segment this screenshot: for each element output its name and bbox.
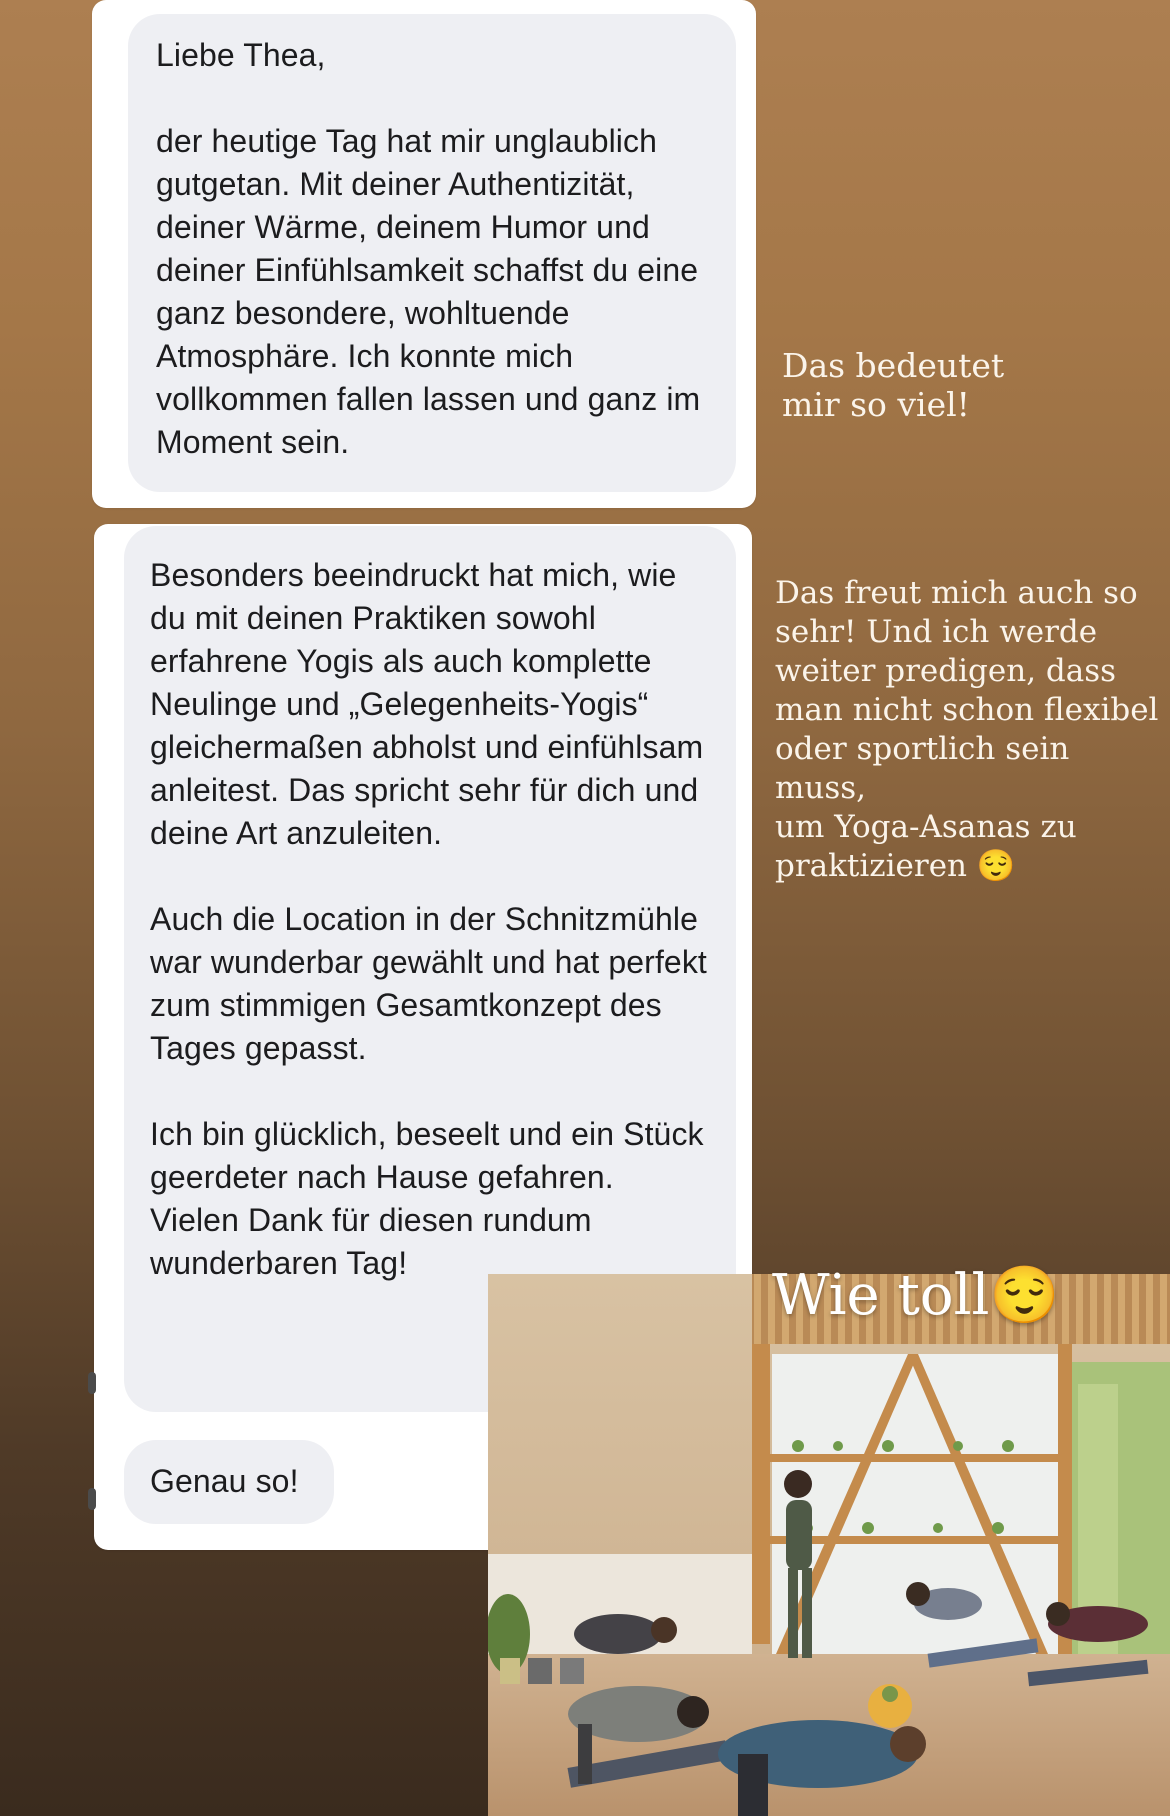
message-marker [88, 1488, 96, 1510]
photo-caption: Wie toll😌 [772, 1263, 1060, 1328]
message-screenshot-1 [92, 0, 756, 508]
message-bubble-greeting: Liebe Thea, der heutige Tag hat mir unglaublich gutgetan. Mit deiner Authentizität, deiner Wärme, deinem Humor und deiner Einfühlsamkeit schaffst du eine ganz besondere, wohltuende Atmosphäre. Ich konnte mich vollkommen fallen lassen und ganz im Moment sein. [128, 14, 736, 492]
story-note-1: Das bedeutet mir so viel! [782, 346, 1005, 424]
story-note-2: Das freut mich auch so sehr! Und ich werde weiter predigen, dass man nicht schon flexibel oder sportlich sein muss, um Yoga-Asanas zu praktizieren 😌 [775, 575, 1159, 884]
message-bubble-feedback: Besonders beeindruckt hat mich, wie du mit deinen Praktiken sowohl erfahrene Yogis als auch komplette Neulinge und „Gelegenheits-Yogis“ gleichermaßen abholst und einfühlsam anleitest. Das spricht sehr für dich und deine Art anzuleiten. Auch die Location in der Schnitzmühle war wunderbar gewählt und hat perfekt zum stimmigen Gesamtkonzept des Tages gepasst. Ich bin glücklich, beseelt und ein Stück geerdeter nach Hause gefahren. Vielen Dank für diesen rundum wunderbaren Tag! [124, 526, 736, 1412]
yoga-studio-photo [488, 1274, 1170, 1816]
message-marker [88, 1372, 96, 1394]
message-bubble-reply: Genau so! [124, 1440, 334, 1524]
